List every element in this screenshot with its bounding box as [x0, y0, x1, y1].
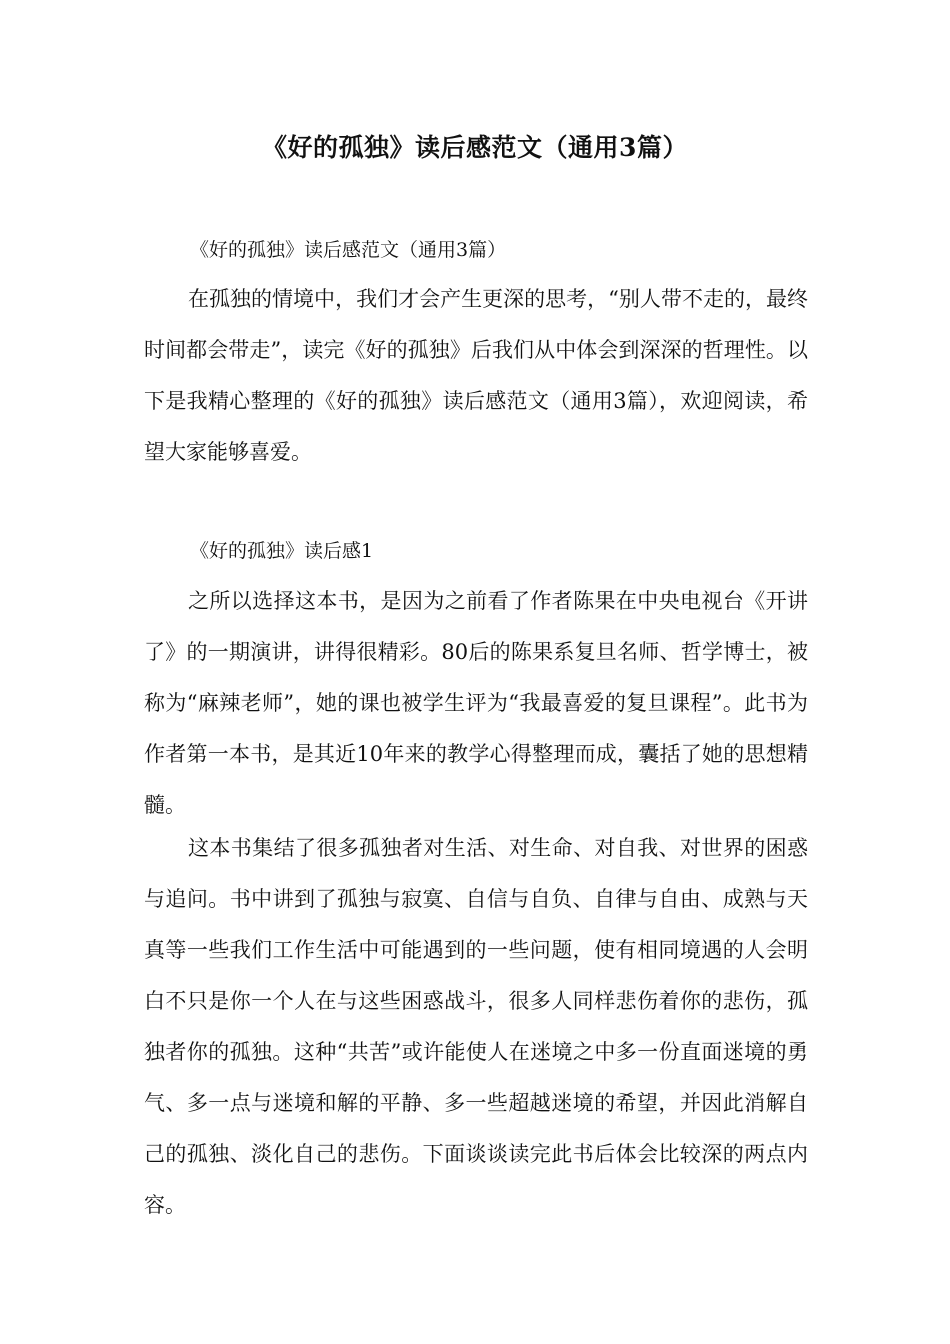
body-paragraph: 之所以选择这本书，是因为之前看了作者陈果在中央电视台《开讲了》的一期演讲，讲得很精彩。80后的陈果系复旦名师、哲学博士，被称为“麻辣老师”，她的课也被学生评为“我最喜爱的复旦课程”。此书为作者第一本书，是其近10年来的教学心得整理而成，囊括了她的思想精髓。 [144, 589, 808, 817]
section-heading: 《好的孤独》读后感1 [190, 540, 374, 562]
intro-paragraph: 在孤独的情境中，我们才会产生更深的思考，“别人带不走的，最终时间都会带走”，读完《好的孤独》后我们从中体会到深深的哲理性。以下是我精心整理的《好的孤独》读后感范文（通用3篇），欢迎阅读，希望大家能够喜爱。 [144, 287, 808, 464]
document-subtitle: 《好的孤独》读后感范文（通用3篇） [190, 239, 507, 261]
document-title: 《好的孤独》读后感范文（通用3篇） [262, 133, 688, 162]
body-paragraph: 这本书集结了很多孤独者对生活、对生命、对自我、对世界的困惑与追问。书中讲到了孤独与寂寞、自信与自负、自律与自由、成熟与天真等一些我们工作生活中可能遇到的一些问题，使有相同境遇的人会明白不只是你一个人在与这些困惑战斗，很多人同样悲伤着你的悲伤，孤独者你的孤独。这种“共苦”或许能使人在迷境之中多一份直面迷境的勇气、多一点与迷境和解的平静、多一些超越迷境的希望，并因此消解自己的孤独、淡化自己的悲伤。下面谈谈读完此书后体会比较深的两点内容。 [144, 836, 808, 1217]
